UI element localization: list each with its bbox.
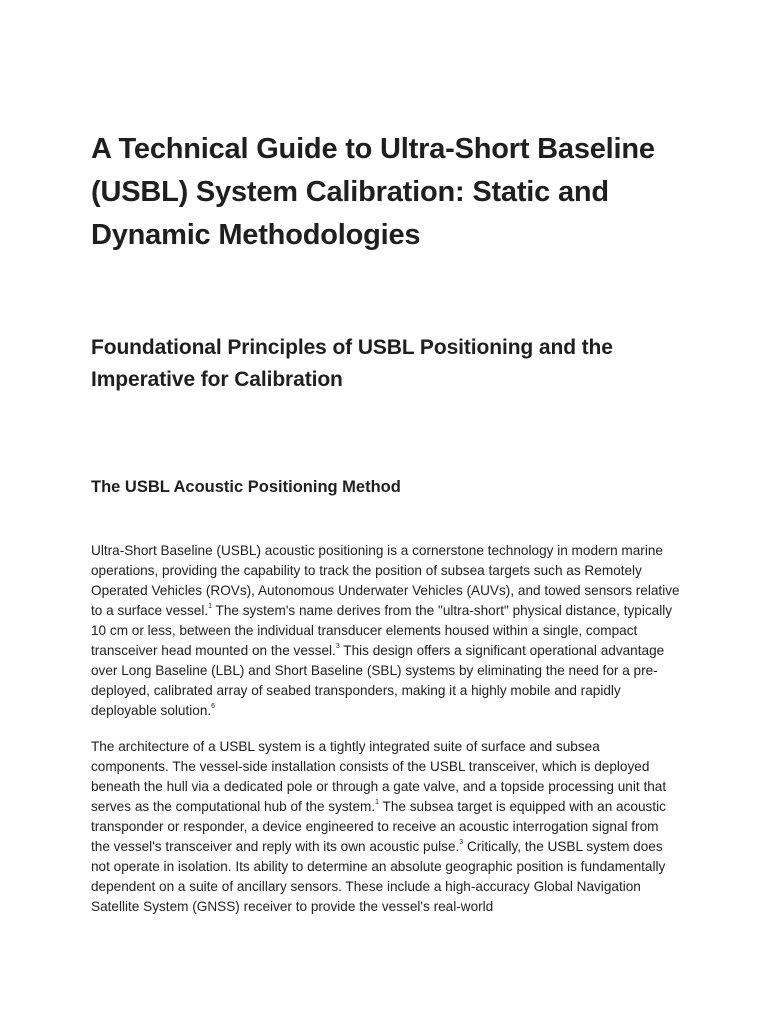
footnote-ref[interactable]: 1 [208,603,213,611]
paragraph-text: Critically, the USBL system does not operate in isolation. Its ability to determine an absolute geographic position is fundamentally dependent on a suite of ancillary sensors. These include a high-accuracy Global Navigation Satellite System (GNSS) receiver to provide the vessel's real-world [91,839,666,914]
paragraph-text: Ultra-Short Baseline (USBL) acoustic positioning is a cornerstone technology in modern marine operations, providing the capability to track the position of subsea targets such as Remotely Operated Vehicles (ROVs), Autonomous Underwater Vehicles (AUVs), and towed sensors relative to a surface vessel. [91,543,680,618]
section-heading: Foundational Principles of USBL Positioning and the Imperative for Calibration [91,336,613,391]
paragraph-text: The architecture of a USBL system is a tightly integrated suite of surface and subsea components. The vessel-side installation consists of the USBL transceiver, which is deployed beneath the hull via a dedicated pole or through a gate valve, and a topside processing unit that serves as the computational hub of the system. [91,739,667,814]
footnote-ref[interactable]: 3 [335,643,340,651]
footnote-ref[interactable]: 6 [211,703,216,711]
footnote-ref[interactable]: 3 [459,839,464,847]
paragraph-text: This design offers a significant operational advantage over Long Baseline (LBL) and Short Baseline (SBL) systems by eliminating the need for a pre-deployed, calibrated array of seabed transponders, making it a highly mobile and rapidly deployable solution. [91,643,665,718]
paragraph-text: The subsea target is equipped with an acoustic transponder or responder, a device engineered to receive an acoustic interrogation signal from the vessel's transceiver and reply with its own acoustic pulse. [91,799,666,854]
subsection-heading: The USBL Acoustic Positioning Method [91,478,401,496]
body-paragraph-2 [91,737,681,917]
footnote-ref[interactable]: 1 [375,799,380,807]
paragraph-text: The system's name derives from the "ultra-short" physical distance, typically 10 cm or less, between the individual transducer elements housed within a single, compact transceiver head mounted on the vessel. [91,603,673,658]
document-title: A Technical Guide to Ultra-Short Baseline (USBL) System Calibration: Static and Dynamic Methodologies [91,133,655,251]
body-paragraph-1 [91,541,681,721]
